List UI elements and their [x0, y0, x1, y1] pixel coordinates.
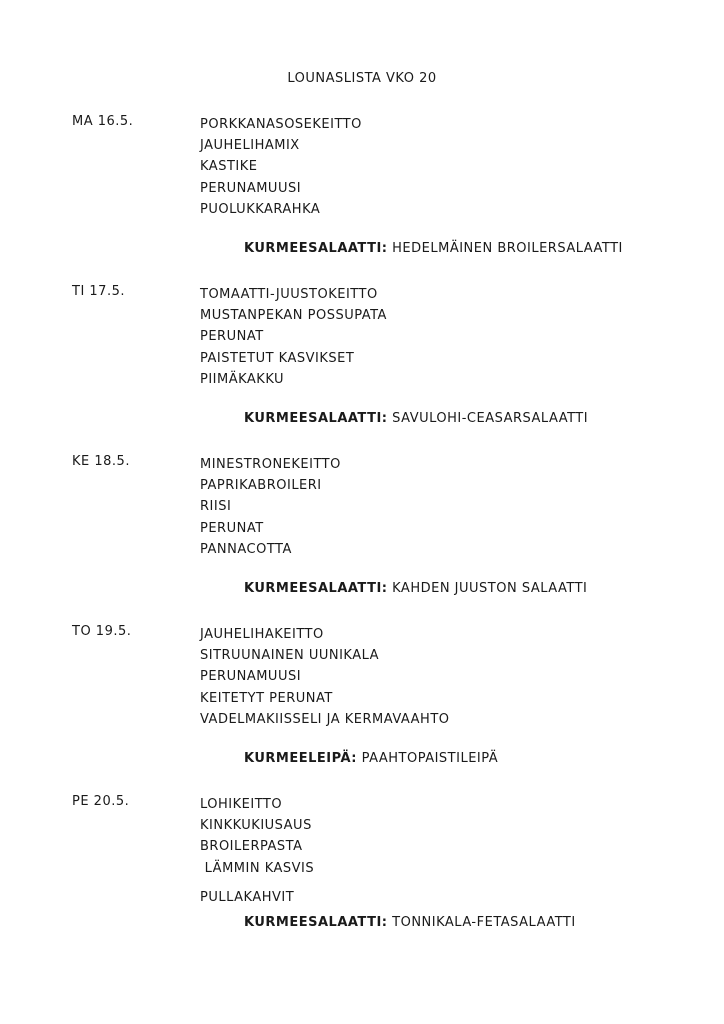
special-label: KURMEESALAATTI:: [244, 411, 388, 426]
dish: PORKKANASOSEKEITTO: [200, 117, 362, 132]
dish-list: [200, 454, 341, 560]
day-date: PE 20.5.: [72, 794, 130, 809]
dish: LÄMMIN KASVIS: [200, 860, 315, 876]
special-value: TONNIKALA-FETASALAATTI: [392, 915, 576, 930]
dish: PAPRIKABROILERI: [200, 478, 322, 494]
dish: KEITETYT PERUNAT: [200, 690, 333, 706]
special-value: SAVULOHI-CEASARSALAATTI: [392, 411, 589, 426]
dish: PUOLUKKARAHKA: [200, 201, 321, 217]
dish: JAUHELIHAKEITTO: [200, 627, 324, 642]
special-value: KAHDEN JUUSTON SALAATTI: [392, 581, 588, 596]
special-label: KURMEESALAATTI:: [244, 241, 388, 256]
gourmet-special: [244, 751, 498, 766]
special-value: PAAHTOPAISTILEIPÄ: [361, 751, 499, 766]
dish: KINKKUKIUSAUS: [200, 818, 312, 834]
dish-list: [200, 284, 387, 390]
dish: BROILERPASTA: [200, 839, 303, 855]
day-date: TI 17.5.: [72, 284, 125, 299]
gourmet-special: [244, 581, 587, 596]
dish: PERUNAMUUSI: [200, 669, 302, 685]
dish: VADELMAKIISSELI JA KERMAVAAHTO: [200, 711, 450, 727]
page-title: LOUNASLISTA VKO 20: [287, 71, 437, 86]
special-label: KURMEESALAATTI:: [244, 915, 388, 930]
day-date: TO 19.5.: [72, 624, 132, 639]
dish-extra: PULLAKAHVIT: [200, 889, 295, 905]
day-date: KE 18.5.: [72, 454, 130, 469]
dish: TOMAATTI-JUUSTOKEITTO: [200, 287, 378, 302]
dish: PAISTETUT KASVIKSET: [200, 350, 355, 366]
special-label: KURMEELEIPÄ:: [244, 751, 357, 766]
special-value: HEDELMÄINEN BROILERSALAATTI: [392, 241, 623, 256]
gourmet-special: [244, 241, 623, 256]
dish: LOHIKEITTO: [200, 797, 283, 812]
dish: JAUHELIHAMIX: [200, 138, 300, 154]
gourmet-special: [244, 915, 576, 930]
dish-list: [200, 794, 314, 908]
dish: RIISI: [200, 499, 232, 515]
dish: PIIMÄKAKKU: [200, 371, 285, 387]
dish: PERUNAT: [200, 329, 264, 345]
special-label: KURMEESALAATTI:: [244, 581, 388, 596]
dish: KASTIKE: [200, 159, 258, 175]
dish: SITRUUNAINEN UUNIKALA: [200, 648, 380, 664]
dish: MINESTRONEKEITTO: [200, 457, 341, 472]
gourmet-special: [244, 411, 588, 426]
dish: PANNACOTTA: [200, 541, 292, 557]
dish: MUSTANPEKAN POSSUPATA: [200, 308, 387, 324]
dish: PERUNAMUUSI: [200, 180, 302, 196]
dish: PERUNAT: [200, 520, 264, 536]
dish-list: [200, 624, 450, 730]
day-date: MA 16.5.: [72, 114, 134, 129]
dish-list: [200, 114, 362, 220]
